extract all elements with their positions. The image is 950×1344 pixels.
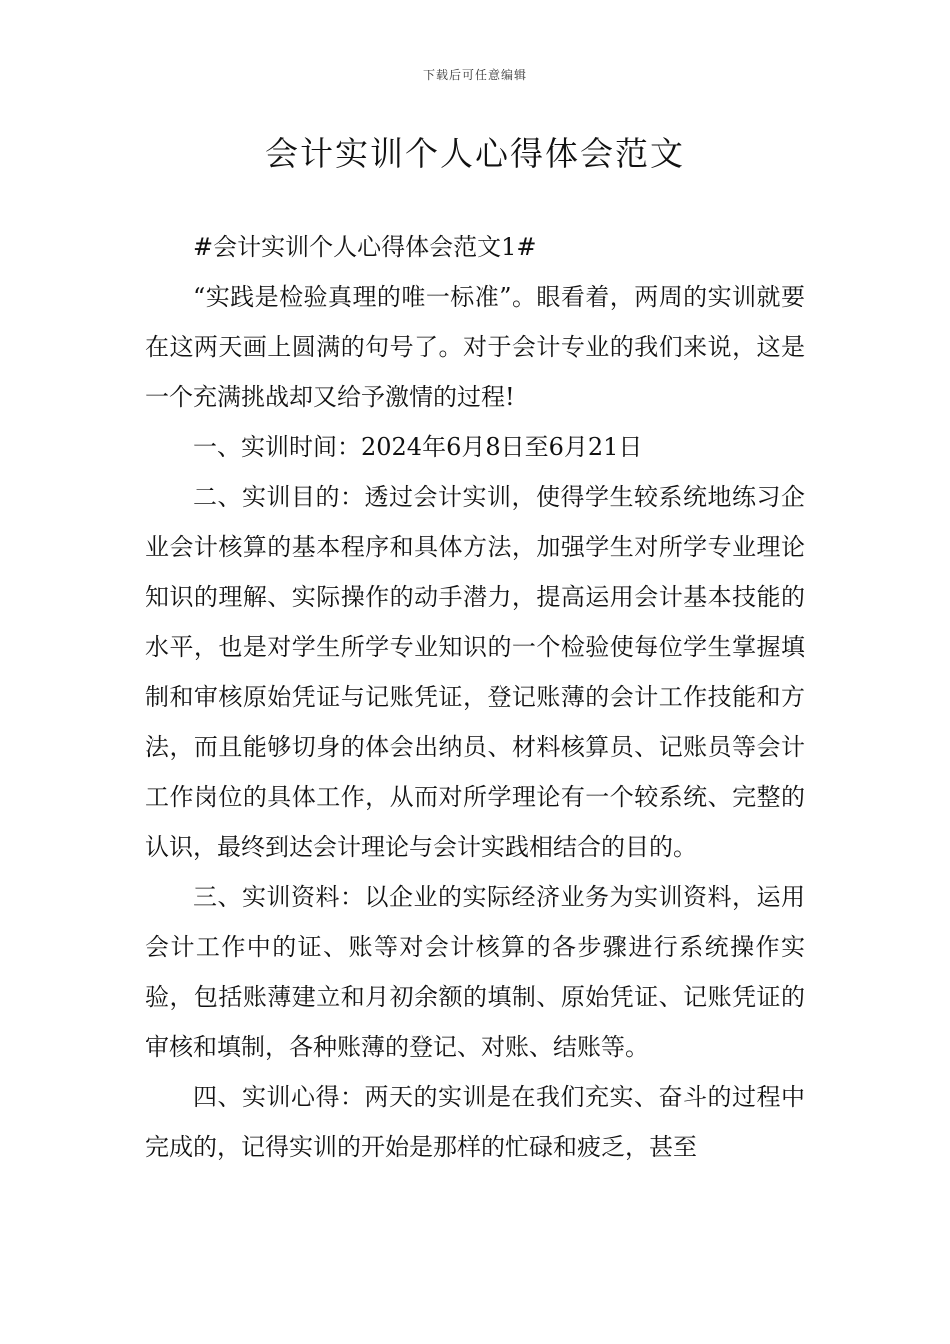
paragraph-training-reflection: 四、实训心得：两天的实训是在我们充实、奋斗的过程中完成的，记得实训的开始是那样的忙碌和疲乏，甚至: [145, 1083, 805, 1161]
section-heading: #会计实训个人心得体会范文1#: [193, 233, 537, 261]
paragraph-training-purpose: 二、实训目的：透过会计实训，使得学生较系统地练习企业会计核算的基本程序和具体方法，加强学生对所学专业理论知识的理解、实际操作的动手潜力，提高运用会计基本技能的水平，也是对学生所学专业知识的一个检验使每位学生掌握填制和审核原始凭证与记账凭证，登记账薄的会计工作技能和方法，而且能够切身的体会出纳员、材料核算员、记账员等会计工作岗位的具体工作，从而对所学理论有一个较系统、完整的认识，最终到达会计理论与会计实践相结合的目的。: [145, 483, 805, 861]
paragraph-intro: “实践是检验真理的唯一标准”。眼看着，两周的实训就要在这两天画上圆满的句号了。对于会计专业的我们来说，这是一个充满挑战却又给予激情的过程!: [145, 283, 805, 411]
document-title: 会计实训个人心得体会范文: [265, 134, 685, 173]
paragraph-training-time: 一、实训时间：2024年6月8日至6月21日: [193, 433, 643, 461]
header-note: 下载后可任意编辑: [422, 68, 527, 82]
document-body: [145, 222, 805, 1172]
paragraph-training-materials: 三、实训资料：以企业的实际经济业务为实训资料，运用会计工作中的证、账等对会计核算的各步骤进行系统操作实验，包括账薄建立和月初余额的填制、原始凭证、记账凭证的审核和填制，各种账薄的登记、对账、结账等。: [145, 883, 805, 1061]
